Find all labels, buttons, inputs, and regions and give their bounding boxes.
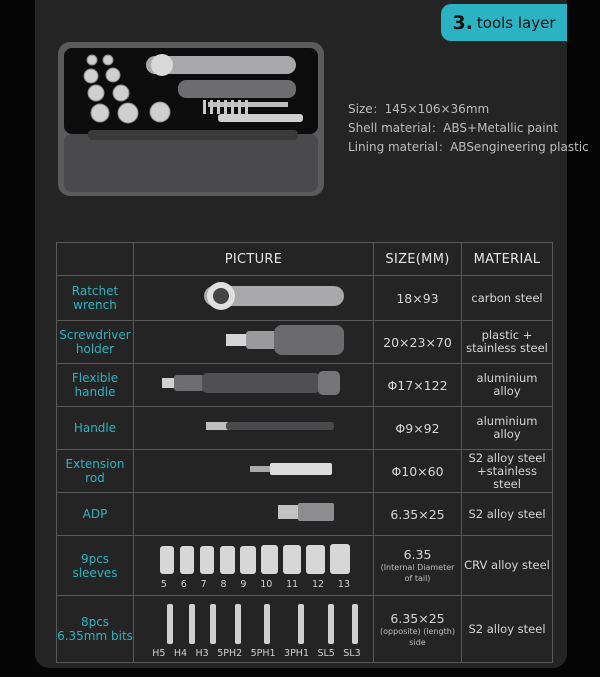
table-row <box>57 450 553 493</box>
header-name-cell <box>57 243 134 276</box>
row-name: 9pcs sleeves <box>57 536 134 596</box>
bit-label: H4 <box>173 647 188 659</box>
section-title: tools layer <box>476 13 556 32</box>
row-material: CRV alloy steel <box>462 536 553 596</box>
row-size: 6.35 (Internal Diameter of tail) <box>374 536 462 596</box>
row-name: ADP <box>57 493 134 536</box>
row-size: Φ9×92 <box>374 407 462 450</box>
row-size: Φ17×122 <box>374 364 462 407</box>
row-name: Ratchet wrench <box>57 276 134 321</box>
sleeve-label: 12 <box>312 579 325 590</box>
spec-list <box>348 100 589 157</box>
handle-picture <box>134 407 374 450</box>
ratchet-wrench-picture <box>134 276 374 321</box>
row-material: S2 alloy steel <box>462 596 553 663</box>
table-row <box>57 321 553 364</box>
tools-table <box>56 242 553 663</box>
sleeves-picture <box>134 536 374 596</box>
screwdriver-holder-picture <box>134 321 374 364</box>
spec-size: Size：145×106×36mm <box>348 102 490 116</box>
bit-label: 5PH2 <box>217 647 243 659</box>
row-size: Φ10×60 <box>374 450 462 493</box>
row-material: aluminium alloy <box>462 407 553 450</box>
header-size: SIZE(MM) <box>374 243 462 276</box>
row-material: plastic + stainless steel <box>462 321 553 364</box>
row-name: Handle <box>57 407 134 450</box>
row-material: S2 alloy steel +stainless steel <box>462 450 553 493</box>
bits-picture <box>134 596 374 663</box>
row-material: carbon steel <box>462 276 553 321</box>
sleeve-label: 13 <box>337 579 351 590</box>
row-name: Extension rod <box>57 450 134 493</box>
bit-label: 3PH1 <box>284 647 309 659</box>
row-size: 6.35×25 (opposite) (length) side <box>374 596 462 663</box>
toolbox-photo <box>58 40 324 198</box>
row-material: aluminium alloy <box>462 364 553 407</box>
row-size: 20×23×70 <box>374 321 462 364</box>
section-title-tab <box>441 4 567 41</box>
row-name: Screwdriver holder <box>57 321 134 364</box>
sleeve-label: 8 <box>220 579 227 590</box>
bit-label: SL5 <box>317 647 335 659</box>
row-name: Flexible handle <box>57 364 134 407</box>
sleeve-label: 9 <box>240 579 247 590</box>
sleeve-label: 7 <box>200 579 207 590</box>
adapter-picture <box>134 493 374 536</box>
bit-label: SL3 <box>343 647 361 659</box>
sleeve-label: 11 <box>286 579 299 590</box>
sleeve-label: 5 <box>160 579 167 590</box>
row-size: 18×93 <box>374 276 462 321</box>
table-row <box>57 364 553 407</box>
row-material: S2 alloy steel <box>462 493 553 536</box>
table-row <box>57 493 553 536</box>
spec-lining-material: Lining material：ABSengineering plastic <box>348 140 589 154</box>
row-size: 6.35×25 <box>374 493 462 536</box>
table-row <box>57 276 553 321</box>
header-picture: PICTURE <box>134 243 374 276</box>
sleeve-label: 6 <box>180 579 187 590</box>
extension-rod-picture <box>134 450 374 493</box>
bit-label: 5PH1 <box>250 647 276 659</box>
bit-label: H5 <box>152 647 166 659</box>
row-name: 8pcs 6.35mm bits <box>57 596 134 663</box>
section-number: 3. <box>452 11 473 34</box>
table-row <box>57 407 553 450</box>
sleeve-label: 10 <box>260 579 273 590</box>
spec-shell-material: Shell material：ABS+Metallic paint <box>348 121 558 135</box>
header-material: MATERIAL <box>462 243 553 276</box>
bit-label: H3 <box>195 647 209 659</box>
flexible-handle-picture <box>134 364 374 407</box>
table-header-row <box>57 243 553 276</box>
table-row <box>57 536 553 596</box>
table-row <box>57 596 553 663</box>
